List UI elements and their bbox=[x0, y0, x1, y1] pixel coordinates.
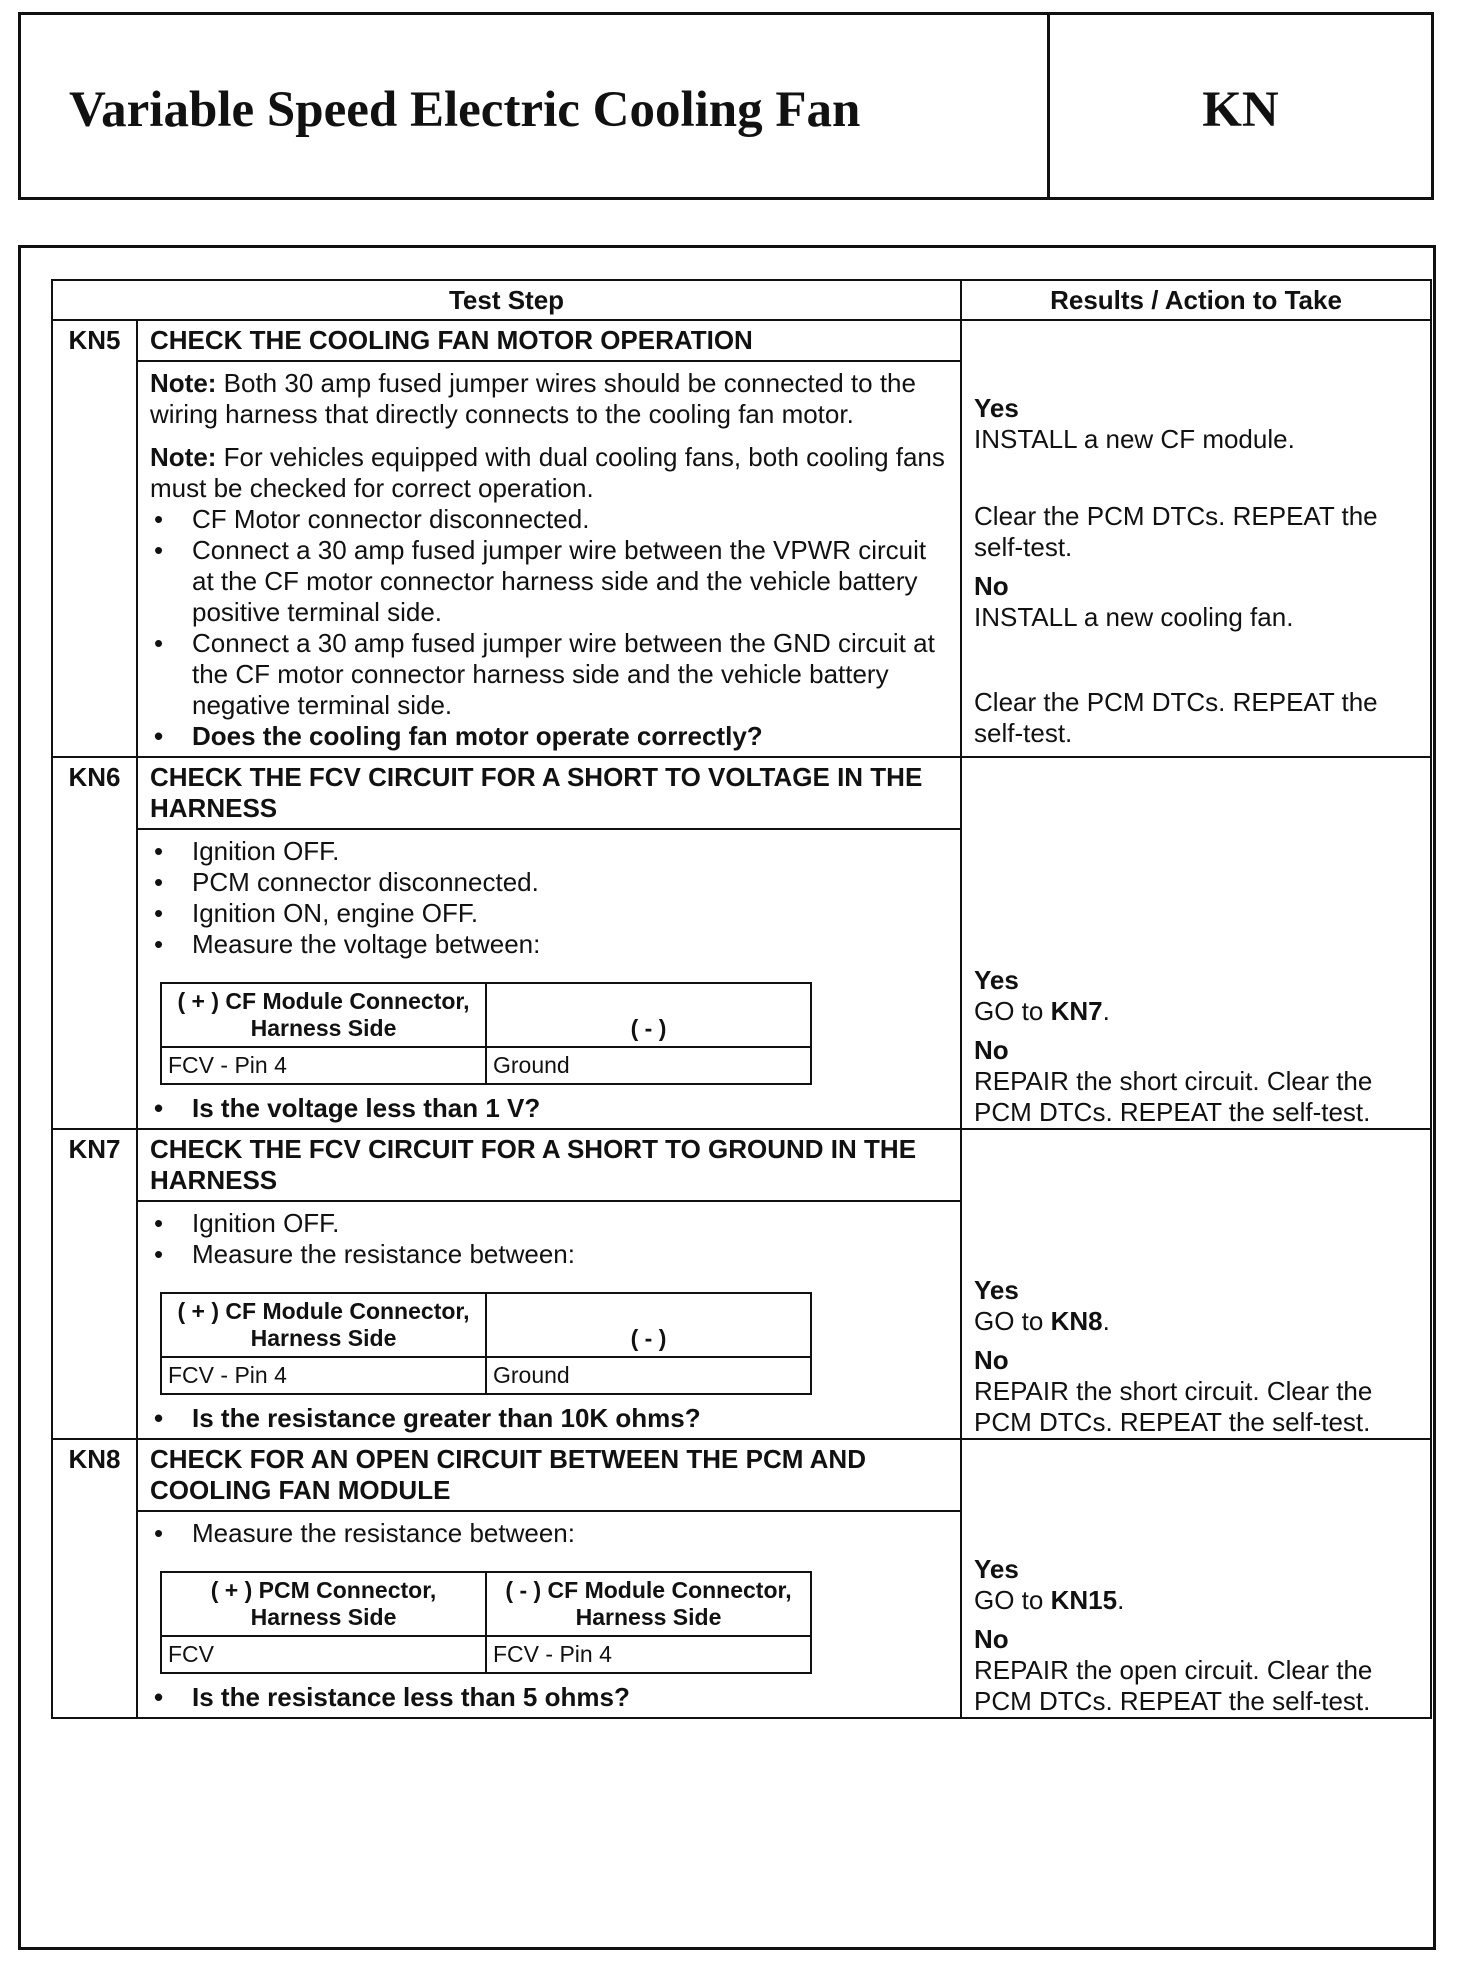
measurement-table bbox=[160, 1571, 812, 1674]
note-label: Note: bbox=[150, 368, 217, 398]
result-text: Clear the PCM DTCs. REPEAT the self-test. bbox=[974, 687, 1378, 748]
list-item: • Measure the resistance between: bbox=[150, 1518, 948, 1549]
step-bullets bbox=[150, 1403, 948, 1434]
meas-cell-negative: FCV - Pin 4 bbox=[486, 1636, 811, 1673]
step-kn6-body bbox=[137, 829, 961, 1129]
meas-header-positive: ( + ) CF Module Connector, Harness Side bbox=[161, 983, 486, 1047]
header-box bbox=[18, 12, 1434, 200]
note-label: Note: bbox=[150, 442, 217, 472]
step-ref: KN7 bbox=[1050, 996, 1103, 1026]
step-kn8-results bbox=[961, 1439, 1431, 1718]
step-bullets bbox=[150, 1682, 948, 1713]
meas-cell-positive: FCV bbox=[161, 1636, 486, 1673]
result-text: Clear the PCM DTCs. REPEAT the self-test. bbox=[974, 501, 1378, 562]
result-text: REPAIR the open circuit. Clear the PCM DTCs. REPEAT the self-test. bbox=[974, 1655, 1373, 1716]
step-title: CHECK THE FCV CIRCUIT FOR A SHORT TO VOLTAGE IN THE HARNESS bbox=[137, 757, 961, 829]
step-bullets bbox=[150, 1518, 948, 1549]
step-bullets bbox=[150, 504, 948, 752]
meas-header-negative: ( - ) CF Module Connector, Harness Side bbox=[486, 1572, 811, 1636]
punct: . bbox=[1117, 1585, 1125, 1615]
meas-cell-negative: Ground bbox=[486, 1357, 811, 1394]
step-kn5-body bbox=[137, 361, 961, 757]
meas-header-positive: ( + ) CF Module Connector, Harness Side bbox=[161, 1293, 486, 1357]
list-item: • Connect a 30 amp fused jumper wire between the GND circuit at the CF motor connector harness side and the vehicle battery negative terminal side. bbox=[150, 628, 948, 721]
no-label: No bbox=[974, 1345, 1009, 1375]
diagnostic-table bbox=[51, 279, 1432, 1719]
step-kn8-header-row bbox=[52, 1439, 1431, 1511]
col-header-results: Results / Action to Take bbox=[961, 280, 1431, 320]
yes-label: Yes bbox=[974, 965, 1019, 995]
step-number: KN8 bbox=[52, 1439, 137, 1718]
list-item: • Ignition OFF. bbox=[150, 1208, 948, 1239]
page-title: Variable Speed Electric Cooling Fan bbox=[69, 82, 861, 138]
note bbox=[150, 368, 948, 430]
yes-label: Yes bbox=[974, 1554, 1019, 1584]
list-item: • Measure the voltage between: bbox=[150, 929, 948, 960]
no-label: No bbox=[974, 1035, 1009, 1065]
result-text bbox=[974, 1585, 1422, 1616]
meas-cell-positive: FCV - Pin 4 bbox=[161, 1047, 486, 1084]
result-text: REPAIR the short circuit. Clear the PCM DTCs. REPEAT the self-test. bbox=[974, 1066, 1373, 1127]
step-kn8-body bbox=[137, 1511, 961, 1718]
step-number: KN5 bbox=[52, 320, 137, 757]
no-label: No bbox=[974, 1624, 1009, 1654]
step-title: CHECK THE FCV CIRCUIT FOR A SHORT TO GROUND IN THE HARNESS bbox=[137, 1129, 961, 1201]
table-header-row bbox=[52, 280, 1431, 320]
step-question: • Is the resistance less than 5 ohms? bbox=[150, 1682, 948, 1713]
step-number: KN7 bbox=[52, 1129, 137, 1439]
list-item: • Measure the resistance between: bbox=[150, 1239, 948, 1270]
step-bullets bbox=[150, 1093, 948, 1124]
step-question: • Is the voltage less than 1 V? bbox=[150, 1093, 948, 1124]
yes-label: Yes bbox=[974, 1275, 1019, 1305]
step-bullets bbox=[150, 1208, 948, 1270]
step-kn7-header-row bbox=[52, 1129, 1431, 1201]
meas-cell-positive: FCV - Pin 4 bbox=[161, 1357, 486, 1394]
list-item: • Connect a 30 amp fused jumper wire between the VPWR circuit at the CF motor connector harness side and the vehicle battery positive terminal side. bbox=[150, 535, 948, 628]
result-text: INSTALL a new CF module. bbox=[974, 424, 1295, 454]
punct: . bbox=[1102, 1306, 1110, 1336]
measurement-table bbox=[160, 982, 812, 1085]
go-to-text: GO to bbox=[974, 1585, 1051, 1615]
note-text: Both 30 amp fused jumper wires should be connected to the wiring harness that directly connects to the cooling fan motor. bbox=[150, 368, 916, 429]
measurement-table bbox=[160, 1292, 812, 1395]
step-title: CHECK THE COOLING FAN MOTOR OPERATION bbox=[137, 320, 961, 361]
step-kn5-results bbox=[961, 320, 1431, 757]
go-to-text: GO to bbox=[974, 996, 1051, 1026]
result-text: INSTALL a new cooling fan. bbox=[974, 602, 1294, 632]
step-question: • Is the resistance greater than 10K ohms? bbox=[150, 1403, 948, 1434]
meas-header-positive: ( + ) PCM Connector, Harness Side bbox=[161, 1572, 486, 1636]
step-question: • Does the cooling fan motor operate correctly? bbox=[150, 721, 948, 752]
note-text: For vehicles equipped with dual cooling fans, both cooling fans must be checked for correct operation. bbox=[150, 442, 945, 503]
step-number: KN6 bbox=[52, 757, 137, 1129]
result-text bbox=[974, 996, 1422, 1027]
section-code: KN bbox=[1202, 82, 1279, 138]
punct: . bbox=[1102, 996, 1110, 1026]
meas-cell-negative: Ground bbox=[486, 1047, 811, 1084]
step-kn5-header-row bbox=[52, 320, 1431, 361]
list-item: • CF Motor connector disconnected. bbox=[150, 504, 948, 535]
step-kn6-results bbox=[961, 757, 1431, 1129]
list-item: • Ignition ON, engine OFF. bbox=[150, 898, 948, 929]
list-item: • PCM connector disconnected. bbox=[150, 867, 948, 898]
col-header-test-step: Test Step bbox=[52, 280, 961, 320]
step-bullets bbox=[150, 836, 948, 960]
step-ref: KN8 bbox=[1050, 1306, 1103, 1336]
step-kn7-body bbox=[137, 1201, 961, 1439]
result-text bbox=[974, 1306, 1422, 1337]
no-label: No bbox=[974, 571, 1009, 601]
go-to-text: GO to bbox=[974, 1306, 1051, 1336]
result-text: REPAIR the short circuit. Clear the PCM DTCs. REPEAT the self-test. bbox=[974, 1376, 1373, 1437]
step-kn7-results bbox=[961, 1129, 1431, 1439]
meas-header-negative: ( - ) bbox=[486, 983, 811, 1047]
list-item: • Ignition OFF. bbox=[150, 836, 948, 867]
note bbox=[150, 442, 948, 504]
meas-header-negative: ( - ) bbox=[486, 1293, 811, 1357]
step-ref: KN15 bbox=[1050, 1585, 1118, 1615]
step-title: CHECK FOR AN OPEN CIRCUIT BETWEEN THE PCM AND COOLING FAN MODULE bbox=[137, 1439, 961, 1511]
yes-label: Yes bbox=[974, 393, 1019, 423]
step-kn6-header-row bbox=[52, 757, 1431, 829]
